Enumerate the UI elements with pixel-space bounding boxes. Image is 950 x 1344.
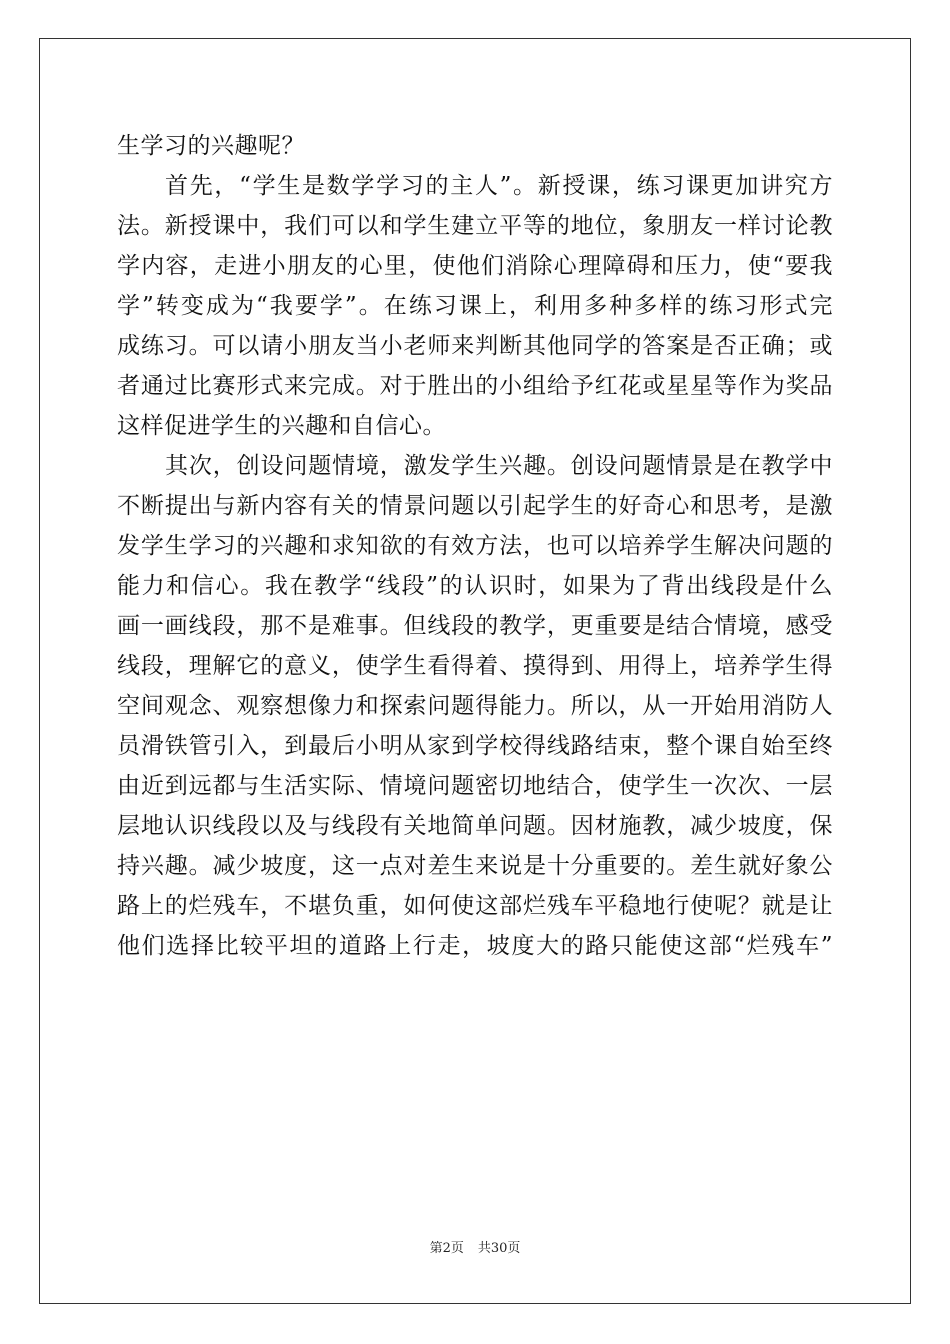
text-line: 其次，创设问题情境，激发学生兴趣。创设问题情景是在教学中 — [165, 453, 833, 479]
text-line: 法。新授课中，我们可以和学生建立平等的地位，象朋友一样讨论教 — [117, 213, 833, 239]
total-pages: 共30页 — [477, 1241, 521, 1256]
text-line: 首先，“学生是数学学习的主人”。新授课，练习课更加讲究方 — [165, 173, 833, 199]
body-text — [117, 126, 833, 966]
text-line: 能力和信心。我在教学“线段”的认识时，如果为了背出线段是什么 — [117, 573, 833, 599]
text-line: 由近到远都与生活实际、情境问题密切地结合，使学生一次次、一层 — [117, 773, 833, 799]
text-line: 不断提出与新内容有关的情景问题以引起学生的好奇心和思考，是激 — [117, 493, 833, 519]
text-line: 学”转变成为“我要学”。在练习课上，利用多种多样的练习形式完 — [117, 293, 833, 319]
text-line: 成练习。可以请小朋友当小老师来判断其他同学的答案是否正确；或 — [117, 333, 833, 359]
text-line: 生学习的兴趣呢？ — [117, 133, 305, 159]
current-page-number: 第2页 — [429, 1241, 464, 1256]
text-line: 这样促进学生的兴趣和自信心。 — [117, 413, 446, 439]
text-line: 空间观念、观察想像力和探索问题得能力。所以，从一开始用消防人 — [117, 693, 833, 719]
text-line: 他们选择比较平坦的道路上行走，坡度大的路只能使这部“烂残车” — [117, 933, 833, 959]
text-line: 发学生学习的兴趣和求知欲的有效方法，也可以培养学生解决问题的 — [117, 533, 833, 559]
text-line: 层地认识线段以及与线段有关地简单问题。因材施教，减少坡度，保 — [117, 813, 833, 839]
text-line: 持兴趣。减少坡度，这一点对差生来说是十分重要的。差生就好象公 — [117, 853, 833, 879]
text-line: 者通过比赛形式来完成。对于胜出的小组给予红花或星星等作为奖品 — [117, 373, 833, 399]
text-line: 画一画线段，那不是难事。但线段的教学，更重要是结合情境，感受 — [117, 613, 833, 639]
text-line: 路上的烂残车，不堪负重，如何使这部烂残车平稳地行使呢？就是让 — [117, 893, 833, 919]
text-line: 学内容，走进小朋友的心里，使他们消除心理障碍和压力，使“要我 — [117, 253, 833, 279]
text-line: 线段，理解它的意义，使学生看得着、摸得到、用得上，培养学生得 — [117, 653, 833, 679]
page-footer — [0, 1237, 950, 1256]
text-line: 员滑铁管引入，到最后小明从家到学校得线路结束，整个课自始至终 — [117, 733, 833, 759]
